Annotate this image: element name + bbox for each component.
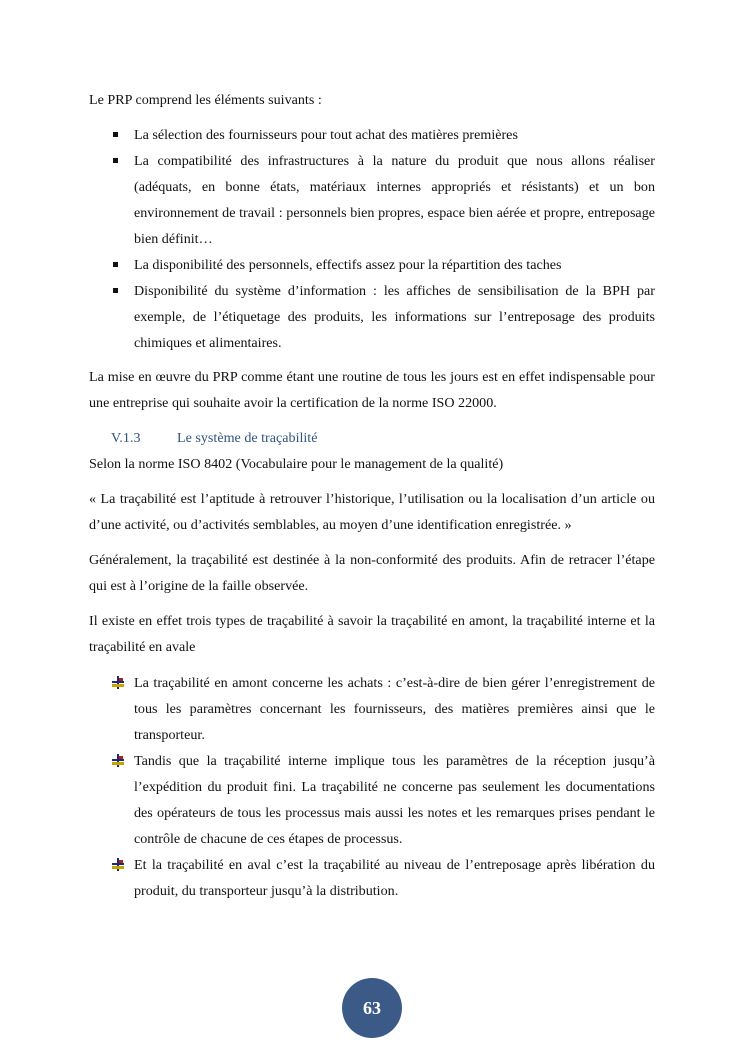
square-bullet-icon [113,262,118,267]
arrow-bullet-icon [112,676,124,689]
document-page [89,87,655,904]
section-number: V.1.3 [111,430,141,446]
square-bullet-icon [113,288,118,293]
arrow-bullet-icon [112,858,124,871]
list-item: Et la traçabilité en aval c’est la traçabilité au niveau de l’entreposage après libération du produit, du transporteur jusqu’à la distribution. [89,852,655,904]
square-bullet-icon [113,132,118,137]
list-item: Tandis que la traçabilité interne implique tous les paramètres de la réception jusqu’à l’expédition du produit fini. La traçabilité ne concerne pas seulement les documentations des opérateurs de tous les processus mais aussi les notes et les remarques prises pendant le contrôle de chacune de ces étapes de processus. [89,748,655,852]
intro-text: Le PRP comprend les éléments suivants : [89,92,322,108]
definition-quote: « La traçabilité est l’aptitude à retrouver l’historique, l’utilisation ou la localisation d’un article ou d’une activité, ou d’activités semblables, au moyen d’une identification enregistrée. » [89,491,655,533]
norm-line: Selon la norme ISO 8402 (Vocabulaire pour le management de la qualité) [89,456,504,472]
list-item: La traçabilité en amont concerne les achats : c’est-à-dire de bien gérer l’enregistrement de tous les paramètres concernant les fournisseurs, des matières premières ainsi que le transporteur. [89,670,655,748]
page-number: 63 [363,997,381,1018]
square-bullet-icon [113,158,118,163]
section-heading [89,425,655,451]
prp-paragraph: La mise en œuvre du PRP comme étant une routine de tous les jours est en effet indispensable pour une entreprise qui souhaite avoir la certification de la norme ISO 22000. [89,369,655,411]
list-item: La compatibilité des infrastructures à la nature du produit que nous allons réaliser (adéquats, en bonne états, matériaux internes appropriés et résistants) et un bon environnement de travail : personnels bien propres, espace bien aérée et propre, entreposage bien définit… [89,148,655,252]
general-paragraph: Généralement, la traçabilité est destinée à la non-conformité des produits. Afin de retracer l’étape qui est à l’origine de la faille observée. [89,552,655,594]
traceability-list [89,670,655,904]
arrow-bullet-icon [112,754,124,767]
list-item: La disponibilité des personnels, effectifs assez pour la répartition des taches [89,252,655,278]
types-paragraph: Il existe en effet trois types de traçabilité à savoir la traçabilité en amont, la traçabilité interne et la traçabilité en avale [89,613,655,655]
list-item: Disponibilité du système d’information : les affiches de sensibilisation de la BPH par exemple, de l’étiquetage des produits, les informations sur l’entreposage des produits chimiques et alimentaires. [89,278,655,356]
list-item: La sélection des fournisseurs pour tout achat des matières premières [89,122,655,148]
section-title: Le système de traçabilité [177,430,318,446]
prp-list [89,122,655,356]
page-number-badge [342,978,402,1038]
